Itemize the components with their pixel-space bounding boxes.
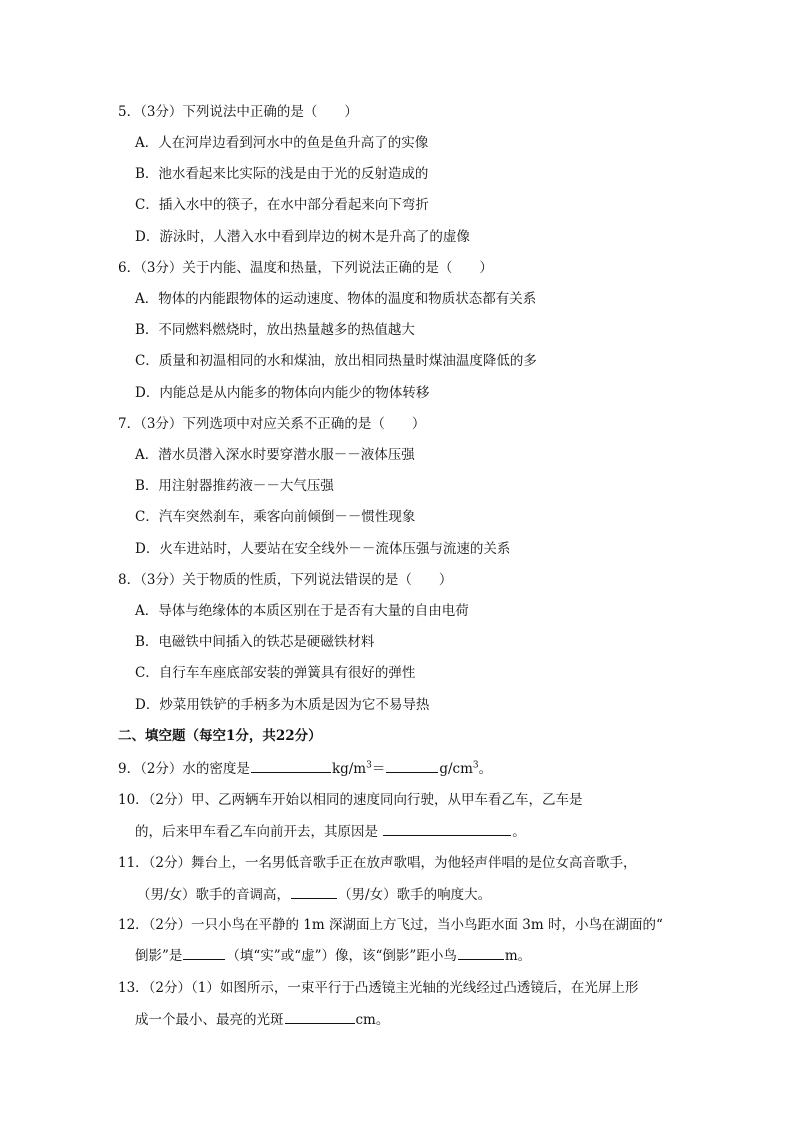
question-10-line-2 xyxy=(135,822,526,841)
question-6-stem: 6．（3分）关于内能、温度和热量，下列说法正确的是（ ） xyxy=(118,260,493,276)
question-11-line-2 xyxy=(135,885,491,904)
question-6-option-a: A．物体的内能跟物体的运动速度、物体的温度和物质状态都有关系 xyxy=(135,291,537,307)
answer-blank[interactable] xyxy=(285,1010,355,1024)
question-8-option-d: D．炒菜用铁铲的手柄多为木质是因为它不易导热 xyxy=(135,697,430,713)
period: 。 xyxy=(478,761,493,777)
question-9 xyxy=(118,759,492,778)
question-13-line-2 xyxy=(135,1010,389,1029)
question-12-line-1: 12．（2分）一只小鸟在平静的 1m 深湖面上方飞过，当小鸟距水面 3m 时，小鸟在湖面的“ xyxy=(118,917,663,933)
equals-sign: ＝ xyxy=(371,761,386,777)
question-7-option-a: A．潜水员潜入深水时要穿潜水服－－液体压强 xyxy=(135,447,415,463)
question-5-option-d: D．游泳时，人潜入水中看到岸边的树木是升高了的虚像 xyxy=(135,229,470,245)
question-12-line-2 xyxy=(135,946,531,965)
period: 。 xyxy=(512,824,526,840)
answer-blank[interactable] xyxy=(383,822,511,836)
answer-blank[interactable] xyxy=(291,885,337,899)
question-10-line-1: 10．（2分）甲、乙两辆车开始以相同的速度同向行驶，从甲车看乙车，乙车是 xyxy=(118,792,583,808)
question-13-text: 成一个最小、最亮的光斑 xyxy=(135,1012,284,1028)
answer-blank[interactable] xyxy=(386,759,438,773)
question-13-line-1: 13．（2分）（1）如图所示，一束平行于凸透镜主光轴的光线经过凸透镜后，在光屏上形 xyxy=(118,980,639,996)
section-heading-fill-in: 二、填空题（每空1分，共22分） xyxy=(118,728,322,744)
question-5-option-c: C．插入水中的筷子，在水中部分看起来向下弯折 xyxy=(135,197,429,213)
question-8-option-a: A．导体与绝缘体的本质区别在于是否有大量的自由电荷 xyxy=(135,603,469,619)
question-10-text: 的，后来甲车看乙车向前开去，其原因是 xyxy=(135,824,383,840)
question-11-text-b: （男/女）歌手的响度大。 xyxy=(338,887,492,903)
question-12-text-b: （填“实”或“虚”）像，该“倒影”距小鸟 xyxy=(226,948,457,964)
question-12-text-c: m。 xyxy=(504,948,532,964)
question-5-stem: 5．（3分）下列说法中正确的是（ ） xyxy=(118,104,358,120)
question-7-option-b: B．用注射器推药液－－大气压强 xyxy=(135,478,334,494)
question-6-option-b: B．不同燃料燃烧时，放出热量越多的热值越大 xyxy=(135,322,415,338)
question-6-option-d: D．内能总是从内能多的物体向内能少的物体转移 xyxy=(135,385,430,401)
question-11-text-a: （男/女）歌手的音调高， xyxy=(137,887,291,903)
question-7-stem: 7．（3分）下列选项中对应关系不正确的是（ ） xyxy=(118,416,426,432)
question-12-text-a: 倒影”是 xyxy=(135,948,183,964)
question-6-option-c: C．质量和初温相同的水和煤油，放出相同热量时煤油温度降低的多 xyxy=(135,353,537,369)
question-8-stem: 8．（3分）关于物质的性质，下列说法错误的是（ ） xyxy=(118,572,453,588)
question-8-option-b: B．电磁铁中间插入的铁芯是硬磁铁材料 xyxy=(135,634,375,650)
answer-blank[interactable] xyxy=(458,946,504,960)
question-5-option-a: A．人在河岸边看到河水中的鱼是鱼升高了的实像 xyxy=(135,135,429,151)
question-5-option-b: B．池水看起来比实际的浅是由于光的反射造成的 xyxy=(135,166,429,182)
question-7-option-d: D．火车进站时，人要站在安全线外－－流体压强与流速的关系 xyxy=(135,541,511,557)
answer-blank[interactable] xyxy=(183,946,225,960)
question-7-option-c: C．汽车突然刹车，乘客向前倾倒－－惯性现象 xyxy=(135,509,416,525)
answer-blank[interactable] xyxy=(251,759,331,773)
unit-kg-m3: $kg/m^3$ xyxy=(331,760,372,777)
unit-cm: cm。 xyxy=(355,1012,390,1028)
question-8-option-c: C．自行车车座底部安装的弹簧具有很好的弹性 xyxy=(135,665,416,681)
question-9-text: 9．（2分）水的密度是 xyxy=(118,761,250,777)
unit-g-cm3: $g/cm^3$ xyxy=(439,760,479,777)
question-11-line-1: 11．（2分）舞台上，一名男低音歌手正在放声歌唱，为他轻声伴唱的是位女高音歌手， xyxy=(118,855,637,871)
